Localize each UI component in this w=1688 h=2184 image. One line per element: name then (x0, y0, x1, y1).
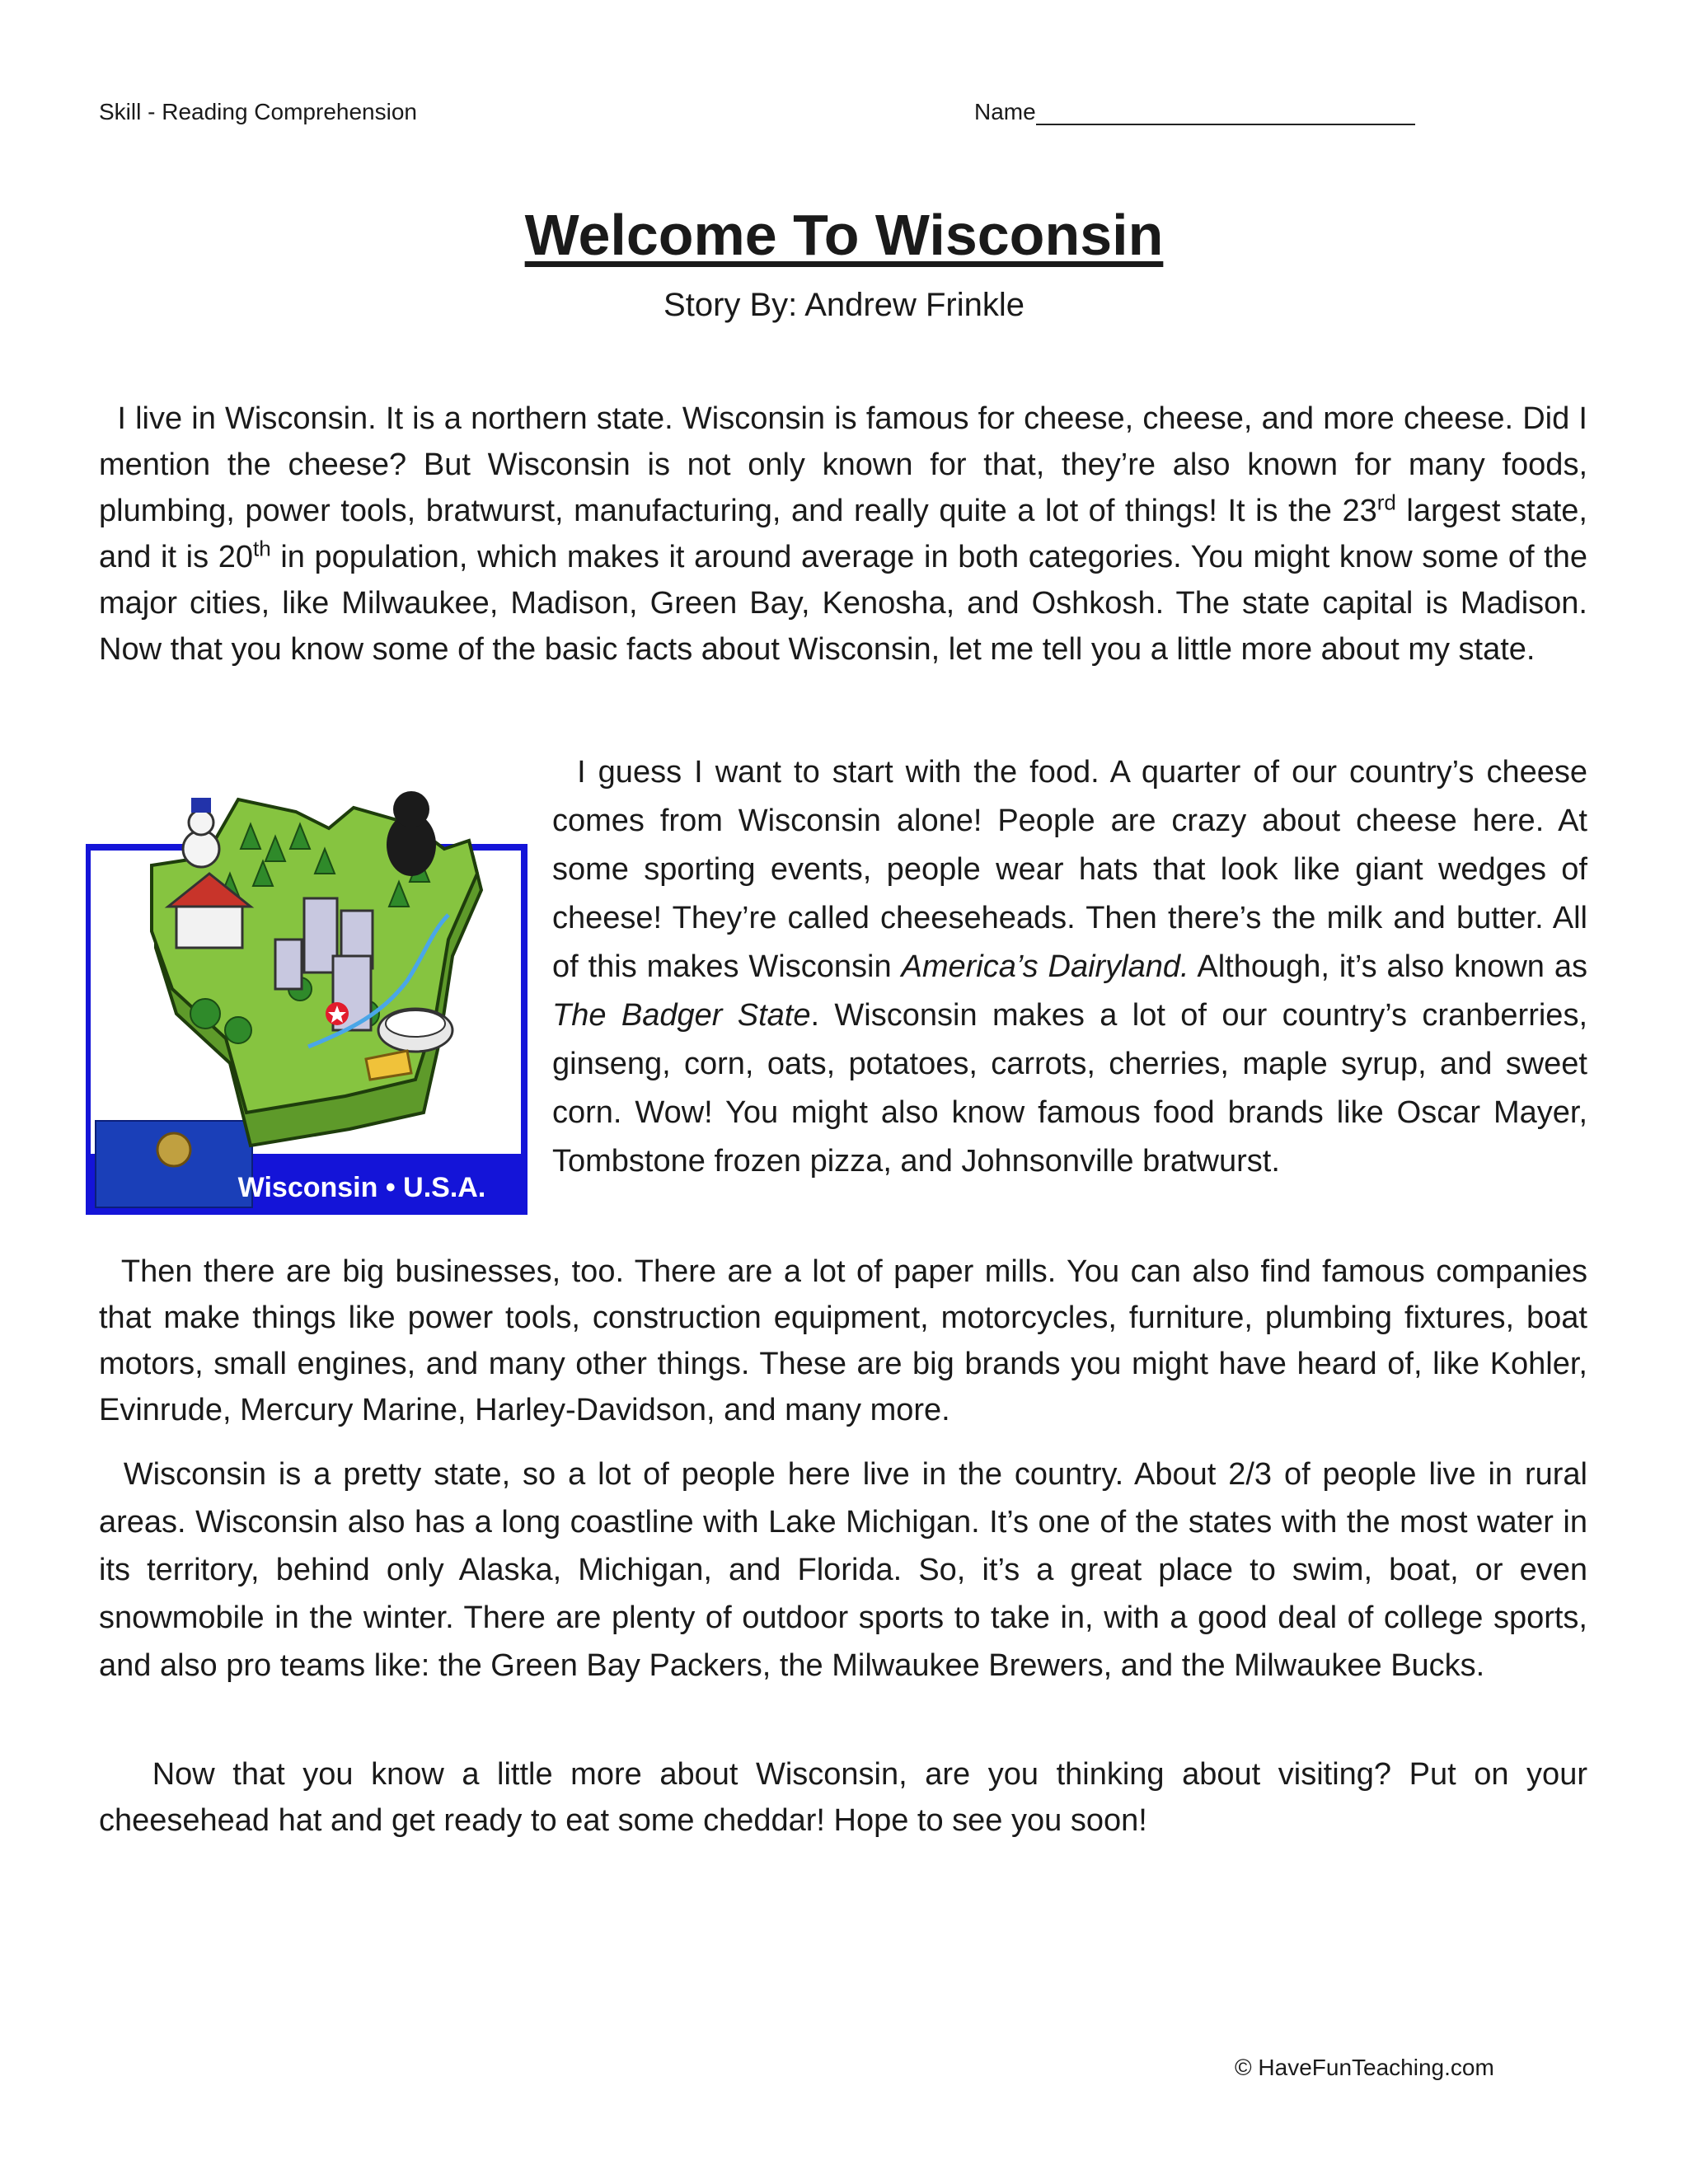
story-byline: Story By: Andrew Frinkle (663, 287, 1025, 323)
name-field[interactable] (974, 99, 1415, 125)
story-paragraph-4 (99, 1451, 1587, 1690)
p2-emphasis-badger-state: The Badger State (552, 998, 811, 1033)
wisconsin-map-icon (86, 766, 531, 1215)
skill-label: Skill - Reading Comprehension (99, 99, 417, 124)
snowman-icon (183, 831, 219, 867)
p1-text-a: I live in Wisconsin. It is a northern state. Wisconsin is famous for cheese, cheese, and more cheese. Did I mention the cheese? But Wisconsin is not only known for that, they’re also known for many foods, plumbing, power tools, bratwurst, manufacturing, and really quite a lot of things! It is the 23 (99, 401, 1587, 528)
story-paragraph-1 (99, 396, 1587, 673)
wisconsin-map-illustration (86, 766, 531, 1215)
p2-text-a: I guess I want to start with the food. A quarter of our country’s cheese comes from Wisconsin alone! People are crazy about cheese here. At some sporting events, people wear hats that look like giant wedges of cheese! They’re called cheeseheads. Then there’s the milk and butter. All of this makes Wisconsin (552, 755, 1587, 984)
p5-text: Now that you know a little more about Wisconsin, are you thinking about visiting? Put on your cheesehead hat and get ready to eat some cheddar! Hope to see you soon! (99, 1757, 1587, 1838)
p2-text-b: Although, it’s also known as (1189, 949, 1587, 984)
flag-seal-icon (157, 1133, 190, 1166)
p1-superscript-th: th (253, 536, 271, 561)
story-paragraph-2 (552, 748, 1587, 1186)
story-paragraph-3 (99, 1249, 1587, 1433)
p1-superscript-rd: rd (1376, 490, 1396, 515)
p2-text-c: . Wisconsin makes a lot of our country’s cranberries, ginseng, corn, oats, potatoes, carrots, cherries, maple syrup, and sweet corn. Wow! You might also know famous food brands like Oscar Mayer, Tombstone frozen pizza, and Johnsonville bratwurst. (552, 998, 1587, 1179)
p1-text-b: largest state, and it is 20 (99, 494, 1587, 574)
p1-text-c: in population, which makes it around average in both categories. You might know some of the major cities, like Milwaukee, Madison, Green Bay, Kenosha, and Oshkosh. The state capital is Madison. Now that you know some of the basic facts about Wisconsin, let me tell you a little more about my state. (99, 540, 1587, 667)
p2-emphasis-dairyland: America’s Dairyland. (901, 949, 1189, 984)
name-label: Name (974, 99, 1036, 124)
copyright-footer: © HaveFunTeaching.com (1235, 2055, 1494, 2080)
story-paragraph-5 (99, 1751, 1587, 1844)
image-caption: Wisconsin • U.S.A. (237, 1172, 486, 1203)
p3-text: Then there are big businesses, too. There are a lot of paper mills. You can also find famous companies that make things like power tools, construction equipment, motorcycles, furniture, plumbing fixtures, boat motors, small engines, and many other things. These are big brands you might have heard of, like Kohler, Evinrude, Mercury Marine, Harley-Davidson, and many more. (99, 1254, 1587, 1427)
page-title: Welcome To Wisconsin (524, 203, 1164, 267)
name-blank-line[interactable] (1036, 101, 1415, 125)
farmhouse-icon (176, 902, 242, 948)
p4-text: Wisconsin is a pretty state, so a lot of people here live in the country. About 2/3 of people live in rural areas. Wisconsin also has a long coastline with Lake Michigan. It’s one of the states with the most water in its territory, behind only Alaska, Michigan, and Florida. So, it’s a great place to swim, boat, or even snowmobile in the winter. There are plenty of outdoor sports to take in, with a good deal of college sports, and also pro teams like: the Green Bay Packers, the Milwaukee Brewers, and the Milwaukee Bucks. (99, 1457, 1587, 1683)
